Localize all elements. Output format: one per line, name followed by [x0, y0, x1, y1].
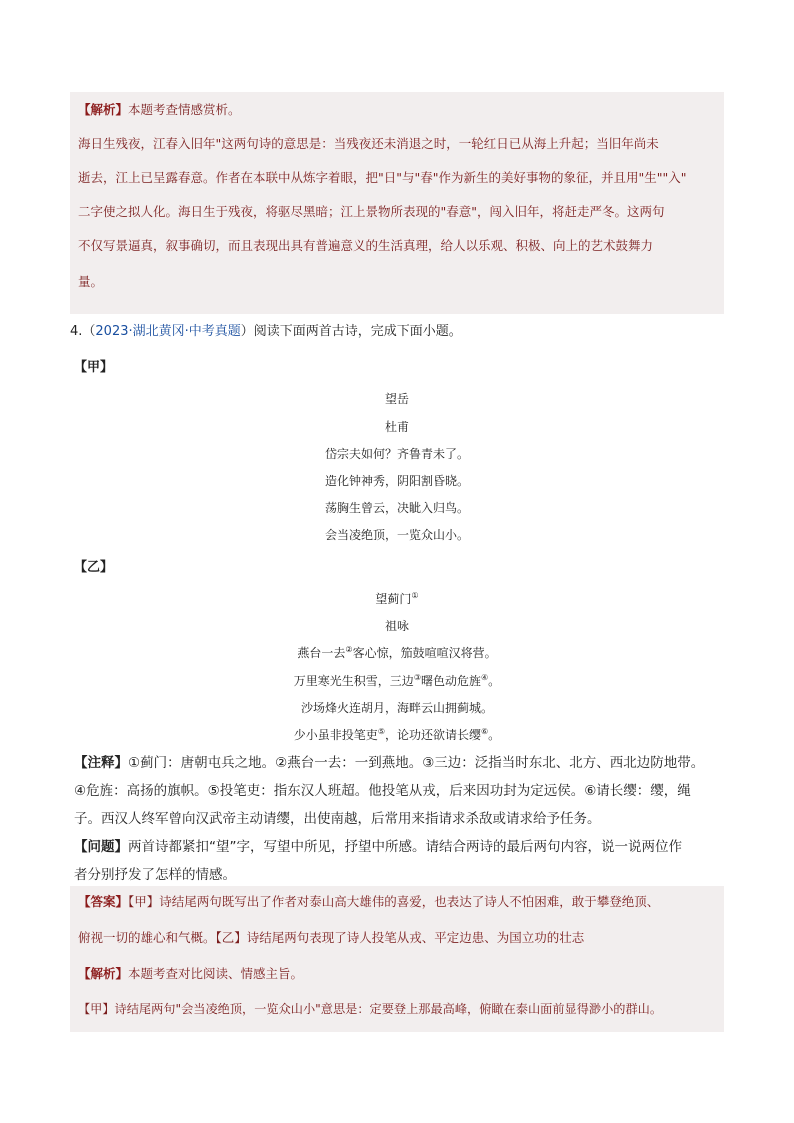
poem1-line-4: 会当凌绝顶，一览众山小。	[324, 528, 469, 542]
answer-block	[70, 886, 724, 1032]
question-number: 4.（	[70, 324, 96, 339]
analysis-1-line-2: 逝去，江上已呈露春意。作者在本联中从炼字着眼，把"日"与"春"作为新生的美好事物的象征，并且用"生""入"	[78, 170, 687, 185]
problem-text: 两首诗都紧扣“望”字，写望中所见，抒望中所感。请结合两诗的最后两句内容，说一说两位作	[128, 839, 682, 855]
analysis-2-line-0	[78, 964, 303, 982]
poem2-line-2-b: 曙色动危旌	[420, 674, 481, 688]
notes-line-1: ④危旌：高扬的旗帜。⑤投笔吏：指东汉人班超。他投笔从戎，后来因功封为定远侯。⑥请长缨：缨，绳	[74, 783, 691, 799]
poem2-line-4	[0, 726, 794, 743]
poem2-line-2-c: 。	[488, 674, 501, 688]
poem2-line-4-a: 少小虽非投笔吏	[293, 728, 378, 742]
poem2-line-2	[0, 672, 794, 689]
poem2-author: 祖咏	[384, 619, 409, 633]
problem-line-1: 者分别抒发了怎样的情感。	[74, 867, 236, 883]
poem2-line-4-c: 。	[488, 728, 501, 742]
question-header	[70, 320, 462, 339]
analysis-2-text: 本题考查对比阅读、情感主旨。	[128, 966, 304, 981]
analysis-1-line-5: 量。	[78, 274, 104, 289]
poem1-line-2: 造化钟神秀，阴阳割昏晓。	[324, 474, 469, 488]
note-mark: ⑤	[377, 727, 385, 736]
question-instruction: ）阅读下面两首古诗，完成下面小题。	[240, 324, 462, 339]
poem2-line-1-a: 燕台一去	[297, 646, 346, 660]
poem2-line-4-b: ，论功还欲请长缨	[384, 728, 481, 742]
analysis-1-line-4: 不仅写景逼真，叙事确切，而且表现出具有普遍意义的生活真理，给人以乐观、积极、向上的艺术鼓舞力	[78, 238, 654, 253]
note-mark: ③	[413, 673, 421, 682]
poem2-line-1	[0, 644, 794, 661]
answer-line-0	[78, 892, 659, 910]
note-mark: ①	[411, 591, 419, 600]
note-mark: ②	[345, 645, 353, 654]
analysis-1-line-3: 二字使之拟人化。海日生于残夜，将驱尽黑暗；江上景物所表现的"春意"，闯入旧年，将赶走严冬。这两句	[78, 204, 665, 219]
poem1-line-1: 岱宗夫如何？齐鲁青未了。	[324, 447, 469, 461]
analysis-2-tag: 【解析】	[78, 966, 129, 981]
problem-label: 【问题】	[74, 839, 128, 855]
notes-line-2: 子。西汉人终军曾向汉武帝主动请缨，出使南越，后常用来指请求杀敌或请求给予任务。	[74, 811, 601, 827]
poem2-title-text: 望蓟门	[375, 592, 412, 606]
analysis-tag: 【解析】	[78, 102, 129, 117]
problem-line-0	[74, 835, 682, 855]
poem1-author: 杜甫	[384, 420, 409, 434]
poem2-title	[0, 590, 794, 607]
question-source-link[interactable]: 2023·湖北黄冈·中考真题	[95, 324, 241, 339]
answer-text: 【甲】诗结尾两句既写出了作者对泰山高大雄伟的喜爱，也表达了诗人不怕困难，敢于攀登绝顶、	[128, 894, 660, 909]
poem2-line-1-b: 客心惊，笳鼓喧喧汉将营。	[352, 646, 497, 660]
poem1-title: 望岳	[384, 392, 409, 406]
analysis-1-line-0	[78, 100, 241, 118]
analysis-text: 本题考查情感赏析。	[128, 102, 241, 117]
analysis-2-line-1: 【甲】诗结尾两句"会当凌绝顶，一览众山小"意思是：定要登上那最高峰，俯瞰在泰山面前显得渺小的群山。	[78, 1002, 663, 1016]
poem2-line-3: 沙场烽火连胡月，海畔云山拥蓟城。	[300, 701, 493, 715]
yi-label: 【乙】	[74, 560, 114, 575]
notes-label: 【注释】	[74, 755, 128, 771]
answer-tag: 【答案】	[78, 894, 129, 909]
jia-label: 【甲】	[74, 360, 114, 375]
poem1-line-3: 荡胸生曾云，决眦入归鸟。	[324, 501, 469, 515]
notes-line-0	[74, 751, 704, 771]
answer-line-1: 俯视一切的雄心和气概。【乙】诗结尾两句表现了诗人投笔从戎、平定边患、为国立功的壮志	[78, 930, 585, 945]
analysis-1-line-1: 海日生残夜，江春入旧年"这两句诗的意思是：当残夜还未消退之时，一轮红日已从海上升起；当旧年尚未	[78, 136, 659, 151]
poem2-line-2-a: 万里寒光生积雪，三边	[293, 674, 414, 688]
note-mark: ⑥	[481, 727, 489, 736]
note-mark: ④	[481, 673, 489, 682]
analysis-block-1	[70, 92, 724, 314]
notes-text: ①蓟门：唐朝屯兵之地。②燕台一去：一到燕地。③三边：泛指当时东北、北方、西北边防地带。	[128, 755, 705, 771]
